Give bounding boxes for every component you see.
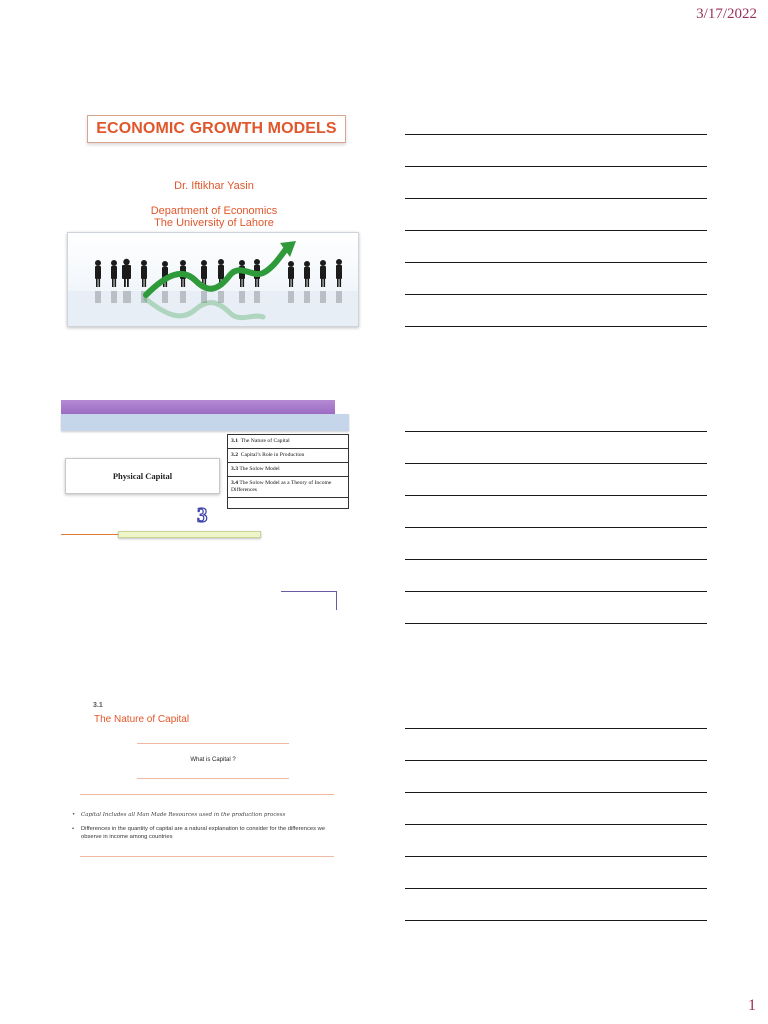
purple-header-band: [61, 400, 335, 414]
divider: [137, 743, 289, 744]
toc-item: [228, 477, 348, 498]
note-line: [405, 134, 707, 135]
toc-item-text: The Nature of Capital: [240, 438, 290, 444]
note-line: [405, 326, 707, 327]
business-people-growth-arrow-image: [68, 233, 359, 327]
note-line: [405, 888, 707, 889]
bullet-item: • Capital Includes all Man Made Resources used in the production process: [72, 812, 334, 819]
page-number: 1: [748, 997, 756, 1014]
note-line: [405, 760, 707, 761]
toc-item: [228, 463, 348, 477]
university: The University of Lahore: [154, 217, 274, 229]
note-line: [405, 559, 707, 560]
orange-rule: [61, 534, 119, 535]
section-title: The Nature of Capital: [94, 714, 190, 725]
note-line: [405, 294, 707, 295]
note-line: [405, 431, 707, 432]
note-line: [405, 824, 707, 825]
toc-item-number: 3.1: [231, 438, 238, 444]
toc-item: [228, 435, 348, 449]
toc-item-text: The Solow Model: [239, 466, 280, 472]
note-line: [405, 728, 707, 729]
author-name: Dr. Iftikhar Yasin: [174, 180, 254, 192]
growth-illustration: [67, 232, 359, 327]
chapter-topic-box: Physical Capital: [65, 458, 220, 494]
note-line: [405, 527, 707, 528]
department: Department of Economics: [150, 205, 278, 217]
toc-item-number: 3.2: [231, 452, 238, 458]
note-line: [405, 230, 707, 231]
note-line: [405, 920, 707, 921]
note-line: [405, 166, 707, 167]
toc-item-number: 3.4: [231, 480, 238, 486]
slide-title-box: [87, 115, 346, 143]
toc-empty-row: [228, 498, 348, 508]
note-line: [405, 591, 707, 592]
toc-item-text: The Solow Model as a Theory of Income Differences: [231, 480, 332, 493]
section-number: 3.1: [93, 702, 103, 709]
toc-item-text: Capital’s Role in Production: [240, 452, 305, 458]
divider: [80, 856, 334, 857]
bullet-item: • Differences in the quantity of capital are a natural explanation to consider for the differences we observe in income among countries: [72, 826, 334, 841]
note-line: [405, 198, 707, 199]
divider: [80, 794, 334, 795]
corner-line-vertical: [336, 591, 337, 610]
note-line: [405, 623, 707, 624]
toc-item: [228, 449, 348, 463]
slide-title: ECONOMIC GROWTH MODELS: [96, 120, 337, 137]
table-of-contents: [227, 434, 349, 509]
green-bar: [118, 531, 261, 538]
toc-item-number: 3.3: [231, 466, 238, 472]
divider: [137, 778, 289, 779]
question-text: What is Capital ?: [190, 757, 236, 763]
corner-line-horizontal: [281, 591, 337, 592]
note-line: [405, 495, 707, 496]
note-line: [405, 856, 707, 857]
page-date: 3/17/2022: [696, 6, 757, 22]
note-line: [405, 792, 707, 793]
note-line: [405, 262, 707, 263]
note-line: [405, 463, 707, 464]
chapter-number: 3: [197, 503, 208, 527]
affiliation: [0, 205, 428, 229]
blue-header-band: [61, 414, 349, 431]
bullet-list: [72, 812, 334, 848]
